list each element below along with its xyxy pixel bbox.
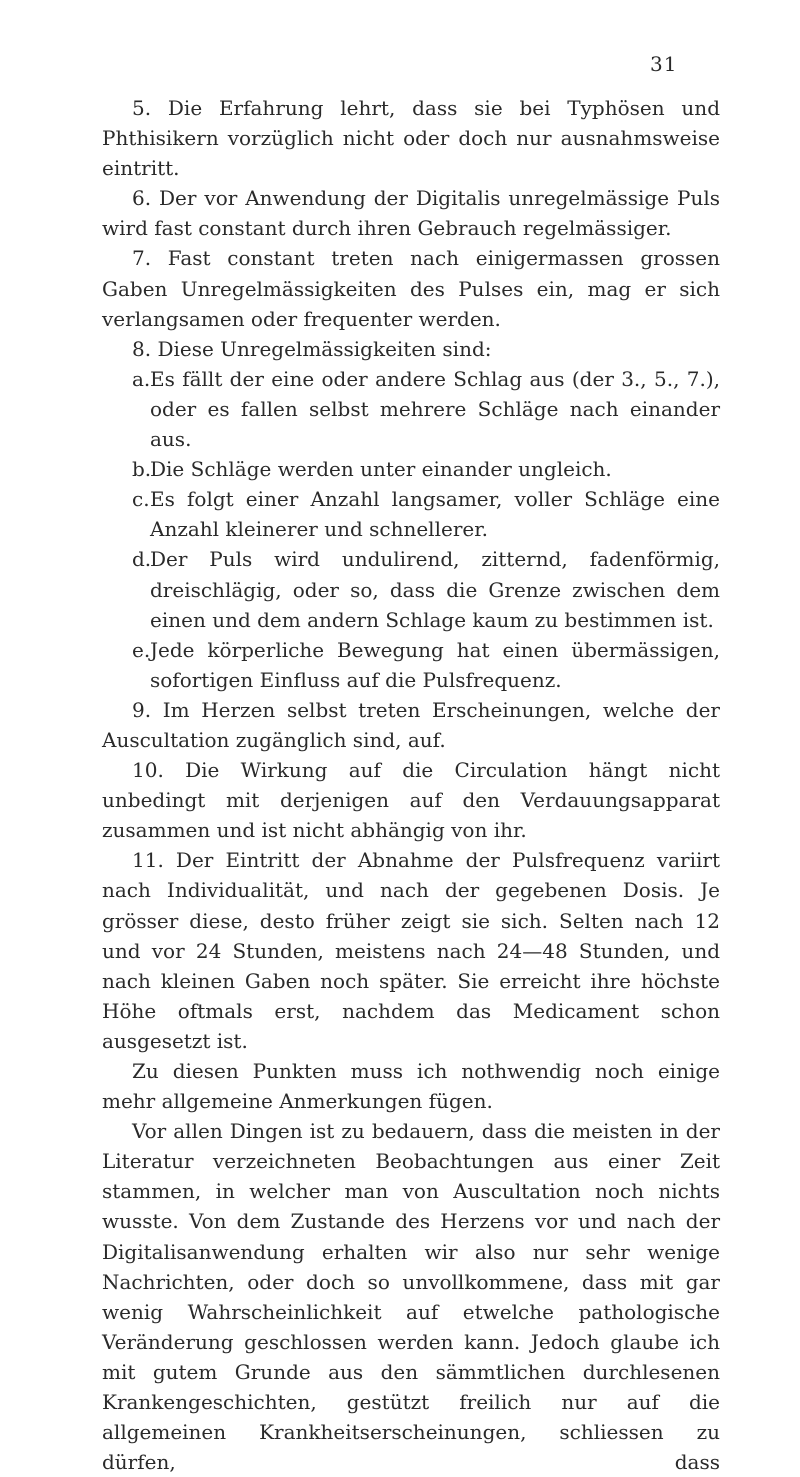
list-item-text: Der Puls wird undulirend, zitternd, fadenförmig, dreischlägig, oder so, dass die Grenze zwischen dem einen und dem andern Schlage kaum zu bestimmen ist. [150,547,720,632]
list-marker: d. [132,547,152,572]
paragraph-7: 7. Fast constant treten nach einigermassen grossen Gaben Unregelmässigkeiten des Pulses ein, mag er sich verlangsamen oder frequenter werden. [102,246,720,331]
irregularities-list [102,364,720,695]
paragraph-10: 10. Die Wirkung auf die Circulation hängt nicht unbedingt mit derjenigen auf den Verdauungsapparat zusammen und ist nicht abhängig von ihr. [102,758,720,843]
list-item-text: Es fällt der eine oder andere Schlag aus (der 3., 5., 7.), oder es fallen selbst mehrere Schläge nach einander aus. [150,366,720,452]
list-item-text: Die Schläge werden unter einander ungleich. [150,457,612,482]
list-item-text: Jede körperliche Bewegung hat einen übermässigen, sofortigen Einfluss auf die Pulsfrequenz. [150,637,720,692]
list-marker: b. [132,457,152,482]
list-marker: e. [132,637,151,662]
paragraph-remarks-intro: Zu diesen Punkten muss ich nothwendig noch einige mehr allgemeine Anmerkungen fügen. [102,1059,720,1114]
page-number: 31 [650,52,678,76]
list-item-e [102,635,720,695]
paragraph-6: 6. Der vor Anwendung der Digitalis unregelmässige Puls wird fast constant durch ihren Gebrauch regelmässiger. [102,186,720,241]
paragraph-8: 8. Diese Unregelmässigkeiten sind: [132,336,492,361]
paragraph-literature: Vor allen Dingen ist zu bedauern, dass die meisten in der Literatur verzeichneten Beobachtungen aus einer Zeit stammen, in welcher man von Auscultation noch nichts wusste. Von dem Zustande des Herzens vor und nach der Digitalisanwendung erhalten wir also nur sehr wenige Nachrichten, oder doch so unvollkommene, dass mit gar wenig Wahrscheinlichkeit auf etwelche pathologische Veränderung geschlossen werden kann. Jedoch glaube ich mit gutem Grunde aus den sämmtlichen durchlesenen Krankengeschichten, gestützt freilich nur auf die allgemeinen Krankheitserscheinungen, schliessen zu dürfen, dass [102,1119,720,1475]
list-item-a [102,364,720,454]
list-item-text: Es folgt einer Anzahl langsamer, voller Schläge eine Anzahl kleinerer und schnellerer. [150,487,720,542]
list-item-b [102,454,720,484]
paragraph-5: 5. Die Erfahrung lehrt, dass sie bei Typhösen und Phthisikern vorzüglich nicht oder doch nur ausnahmsweise eintritt. [102,96,720,181]
paragraph-11: 11. Der Eintritt der Abnahme der Pulsfrequenz variirt nach Individualität, und nach der gegebenen Dosis. Je grösser diese, desto früher zeigt sie sich. Selten nach 12 und vor 24 Stunden, meistens nach 24—48 Stunden, und nach kleinen Gaben noch später. Sie erreicht ihre höchste Höhe oftmals erst, nachdem das Medicament schon ausgesetzt ist. [102,848,720,1053]
body-text [102,93,720,1477]
list-item-c [102,484,720,544]
paragraph-9: 9. Im Herzen selbst treten Erscheinungen, welche der Auscultation zugänglich sind, auf. [102,697,720,752]
list-marker: c. [132,487,150,512]
list-marker: a. [132,366,151,391]
list-item-d [102,544,720,634]
